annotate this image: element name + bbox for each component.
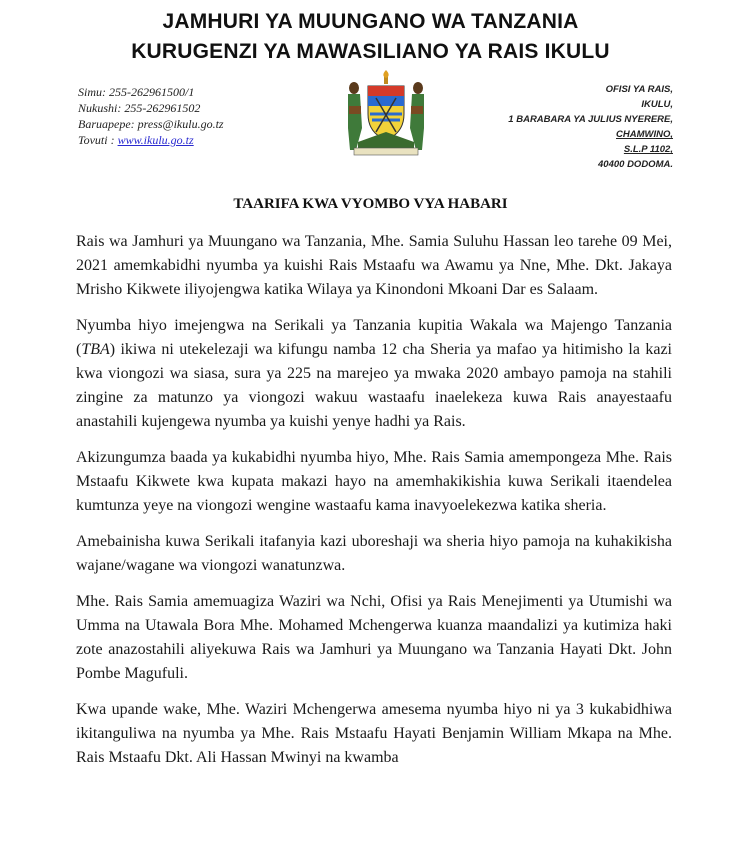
email-address: press@ikulu.go.tz [137,117,224,131]
address-line-street: 1 BARABARA YA JULIUS NYERERE, [508,114,673,125]
office-address [508,82,673,172]
paragraph-2 [76,314,672,434]
website-label: Tovuti : [78,133,118,147]
header-title-line2: KURUGENZI YA MAWASILIANO YA RAIS IKULU [131,40,610,63]
press-release-heading: TAARIFA KWA VYOMBO VYA HABARI [233,196,508,212]
paragraph-4: Amebainisha kuwa Serikali itafanyia kazi uboreshaji wa sheria hiyo pamoja na kuhakikisha wajane/wagane wa viongozi wanatunzwa. [76,533,672,574]
paragraph-2-part-b: ) ikiwa ni utekelezaji wa kifungu namba 12 cha Sheria ya mafao ya hitimisho la kazi kwa viongozi wa siasa, sura ya 225 na marejeo ya mwaka 2020 ambayo pamoja na stahili zingine za matunzo ya viongozi wakuu wastaafu inaelekeza kuwa Rais anayestaafu anastahili kujengewa nyumba ya kuishi yenye hadhi ya Rais. [76,341,672,430]
address-line-district: CHAMWINO, [616,129,673,140]
contact-block [78,84,224,148]
paragraph-6: Kwa upande wake, Mhe. Waziri Mchengerwa amesema nyumba hiyo ni ya 3 kukabidhiwa ikitanguliwa na nyumba ya Mhe. Rais Mstaafu Hayati Benjamin William Mkapa na Mhe. Rais Mstaafu Dkt. Ali Hassan Mwinyi na kwamba [76,701,672,766]
fax-number: Nukushi: 255-262961502 [78,101,201,115]
phone-number: Simu: 255-262961500/1 [78,85,195,99]
header-title-line1: JAMHURI YA MUUNGANO WA TANZANIA [162,10,579,33]
website-link[interactable]: www.ikulu.go.tz [117,133,194,147]
email-label: Baruapepe: [78,117,138,131]
address-line-office: OFISI YA RAIS, [605,84,673,95]
email-row [78,116,224,132]
address-line-city: 40400 DODOMA. [598,159,673,170]
coat-of-arms-icon [340,70,432,160]
paragraph-2-part-a: Nyumba hiyo imejengwa na Serikali ya Tanzania kupitia Wakala wa Majengo Tanzania ( [76,317,672,358]
address-line-ikulu: IKULU, [641,99,673,110]
address-line-pobox: S.L.P 1102, [623,144,673,155]
paragraph-3: Akizungumza baada ya kukabidhi nyumba hiyo, Mhe. Rais Samia amempongeza Mhe. Rais Mstaafu Kikwete kwa kupata makazi hayo na amemhakikishia kuwa Serikali itaendelea kumtunza yeye na viongozi wengine wastaafu kama inavyoelekezwa katika sheria. [76,449,672,514]
press-release-body [76,230,672,782]
paragraph-1: Rais wa Jamhuri ya Muungano wa Tanzania, Mhe. Samia Suluhu Hassan leo tarehe 09 Mei, 2021 amemkabidhi nyumba ya kuishi Rais Mstaafu wa Awamu ya Nne, Mhe. Dkt. Jakaya Mrisho Kikwete iliyojengwa katika Wilaya ya Kinondoni Mkoani Dar es Salaam. [76,233,672,298]
paragraph-5: Mhe. Rais Samia amemuagiza Waziri wa Nchi, Ofisi ya Rais Menejimenti ya Utumishi wa Umma na Utawala Bora Mhe. Mohamed Mchengerwa kuanza maandalizi ya kutimiza haki zote anazostahili aliyekuwa Rais wa Jamhuri ya Muungano wa Tanzania Hayati Dkt. John Pombe Magufuli. [76,593,672,682]
tba-abbreviation: TBA [81,341,110,358]
website-row [78,132,224,148]
